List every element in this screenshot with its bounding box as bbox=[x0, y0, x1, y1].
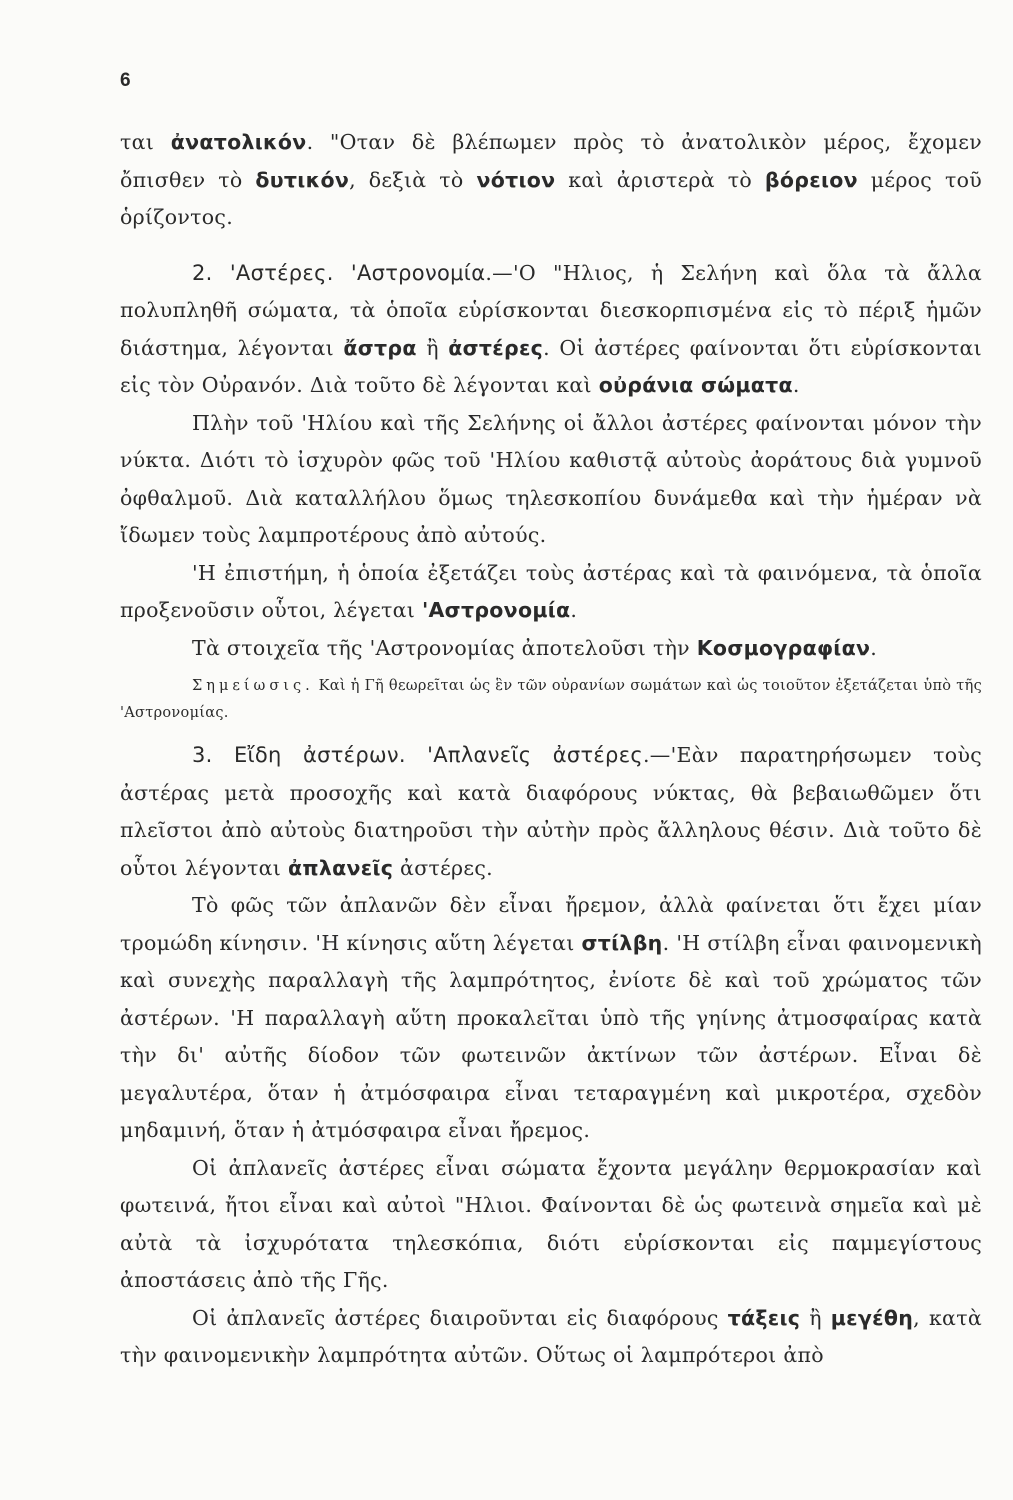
text-run: Πλὴν τοῦ 'Ηλίου καὶ τῆς Σελήνης οἱ ἄλλοι ἀστέρες φαίνονται μόνον τὴν νύκτα. Διότι τὸ ἰσχυρὸν φῶς τοῦ 'Ηλίου καθιστᾷ αὐτοὺς ἀοράτους διὰ γυμνοῦ ὀφθαλμοῦ. Διὰ καταλλήλου ὅμως τηλεσκοπίου δυνάμεθα καὶ τὴν ἡμέραν νὰ ἴδωμεν τοὺς λαμπροτέρους ἀπὸ αὐτούς. bbox=[120, 410, 982, 547]
text-run: Τὰ στοιχεῖα τῆς 'Αστρονομίας ἀποτελοῦσι τὴν bbox=[192, 635, 697, 660]
text-run: καὶ ἀριστερὰ τὸ bbox=[555, 167, 765, 192]
body-text bbox=[120, 124, 982, 1375]
text-run: .—'Εὰν παρατηρήσωμεν τοὺς ἀστέρας μετὰ προσοχῆς καὶ κατὰ διαφόρους νύκτας, θὰ βεβαιωθῶμεν ὅτι πλεῖστοι ἀπὸ αὐτοὺς διατηροῦσι τὴν αὐτὴν πρὸς ἄλληλους θέσιν. Διὰ τοῦτο δὲ οὗτοι λέγονται bbox=[120, 743, 982, 880]
section-heading: 3. Εἴδη ἀστέρων. 'Απλανεῖς ἀστέρες bbox=[192, 743, 643, 767]
bold-term: τάξεις bbox=[727, 1305, 801, 1330]
text-run: Καὶ ἡ Γῆ θεωρεῖται ὡς ἓν τῶν οὐρανίων σωμάτων καὶ ὡς τοιοῦτον ἐξετάζεται ὑπὸ τῆς 'Αστρονομίας. bbox=[120, 678, 982, 721]
bold-term: οὐράνια σώματα bbox=[598, 373, 793, 397]
text-run: , κατὰ τὴν φαινομενικὴν λαμπρότητα αὐτῶν. Οὕτως οἱ λαμπρότεροι ἀπὸ bbox=[120, 1305, 982, 1367]
paragraph-section-3-fixed-stars bbox=[120, 737, 982, 887]
bold-term: 'Αστρονομία bbox=[421, 598, 571, 622]
paragraph-section-2-stars-astronomy bbox=[120, 255, 982, 405]
text-run: , δεξιὰ τὸ bbox=[349, 167, 477, 192]
paragraph-scintillation bbox=[120, 887, 982, 1150]
bold-term: ἀστέρες bbox=[448, 335, 544, 360]
text-run: . bbox=[870, 635, 878, 660]
note-earth-celestial-body bbox=[120, 673, 982, 727]
text-run: . "Οταν δὲ βλέπωμεν πρὸς τὸ ἀνατολικὸν μέρος, ἔχομεν ὄπισθεν τὸ bbox=[120, 130, 982, 192]
text-run: ται bbox=[120, 130, 171, 154]
text-run: . bbox=[792, 373, 800, 397]
section-heading: 2. 'Αστέρες. 'Αστρονομία bbox=[192, 260, 486, 285]
text-run: 'Η ἐπιστήμη, ἡ ὁποία ἐξετάζει τοὺς ἀστέρας καὶ τὰ φαινόμενα, τὰ ὁποῖα προξενοῦσιν οὗτοι, λέγεται bbox=[120, 560, 982, 622]
text-run: . bbox=[570, 598, 578, 622]
paragraph-east-orientation bbox=[120, 124, 982, 237]
bold-term: ἄστρα bbox=[343, 335, 417, 360]
text-run: .—'Ο "Ηλιος, ἡ Σελήνη καὶ ὅλα τὰ ἄλλα πολυπληθῆ σώματα, τὰ ὁποῖα εὑρίσκονται διεσκορπισμένα εἰς τὸ πέριξ ἡμῶν διάστημα, λέγονται bbox=[120, 260, 982, 360]
text-run: . 'Η στίλβη εἶναι φαινομενικὴ καὶ συνεχὴς παραλλαγὴ τῆς λαμπρότητος, ἐνίοτε δὲ καὶ τοῦ χρώματος τῶν ἀστέρων. 'Η παραλλαγὴ αὕτη προκαλεῖται ὑπὸ τῆς γηίνης ἀτμοσφαίρας κατὰ τὴν δι' αὐτῆς δίοδον τῶν φωτεινῶν ἀκτίνων τῶν ἀστέρων. Εἶναι δὲ μεγαλυτέρα, ὅταν ἡ ἀτμόσφαιρα εἶναι τεταραγμένη καὶ μικροτέρα, σχεδὸν μηδαμινή, ὅταν ἡ ἀτμόσφαιρα εἶναι ἤρεμος. bbox=[120, 930, 982, 1142]
page-number: 6 bbox=[120, 70, 131, 91]
paragraph-magnitudes bbox=[120, 1300, 982, 1375]
paragraph-astronomy-definition bbox=[120, 555, 982, 630]
paragraph-visibility bbox=[120, 405, 982, 555]
text-run: ἢ bbox=[800, 1305, 831, 1330]
bold-term: ἀνατολικόν bbox=[170, 130, 307, 154]
paragraph-fixed-stars-nature bbox=[120, 1150, 982, 1300]
bold-term: Κοσμογραφίαν bbox=[696, 635, 871, 660]
bold-term: στίλβη bbox=[581, 930, 663, 955]
text-run: ἀστέρες. bbox=[393, 855, 493, 880]
text-run: . Οἱ ἀστέρες φαίνονται ὅτι εὑρίσκονται εἰς τὸν Οὐρανόν. Διὰ τοῦτο δὲ λέγονται καὶ bbox=[120, 335, 982, 397]
text-run: Οἱ ἀπλανεῖς ἀστέρες εἶναι σώματα ἔχοντα μεγάλην θερμοκρασίαν καὶ φωτεινά, ἤτοι εἶναι καὶ αὐτοὶ "Ηλιοι. Φαίνονται δὲ ὡς φωτεινὰ σημεῖα καὶ μὲ αὐτὰ τὰ ἰσχυρότατα τηλεσκόπια, διότι εὑρίσκονται εἰς παμμεγίστους ἀποστάσεις ἀπὸ τῆς Γῆς. bbox=[120, 1155, 982, 1292]
bold-term: νότιον bbox=[476, 167, 556, 192]
bold-term: ἀπλανεῖς bbox=[287, 855, 394, 880]
note-label: Σημείωσις. bbox=[192, 678, 314, 694]
text-run: ἢ bbox=[416, 335, 449, 360]
bold-term: δυτικόν bbox=[255, 167, 350, 192]
bold-term: βόρειον bbox=[764, 167, 858, 192]
paragraph-cosmography bbox=[120, 630, 982, 668]
text-run: Οἱ ἀπλανεῖς ἀστέρες διαιροῦνται εἰς διαφόρους bbox=[192, 1305, 728, 1330]
text-run: μέρος τοῦ ὁρίζοντος. bbox=[120, 167, 982, 229]
bold-term: μεγέθη bbox=[830, 1305, 914, 1330]
text-run: Τὸ φῶς τῶν ἀπλανῶν δὲν εἶναι ἤρεμον, ἀλλὰ φαίνεται ὅτι ἔχει μίαν τρομώδη κίνησιν. 'Η κίνησις αὕτη λέγεται bbox=[120, 893, 982, 955]
